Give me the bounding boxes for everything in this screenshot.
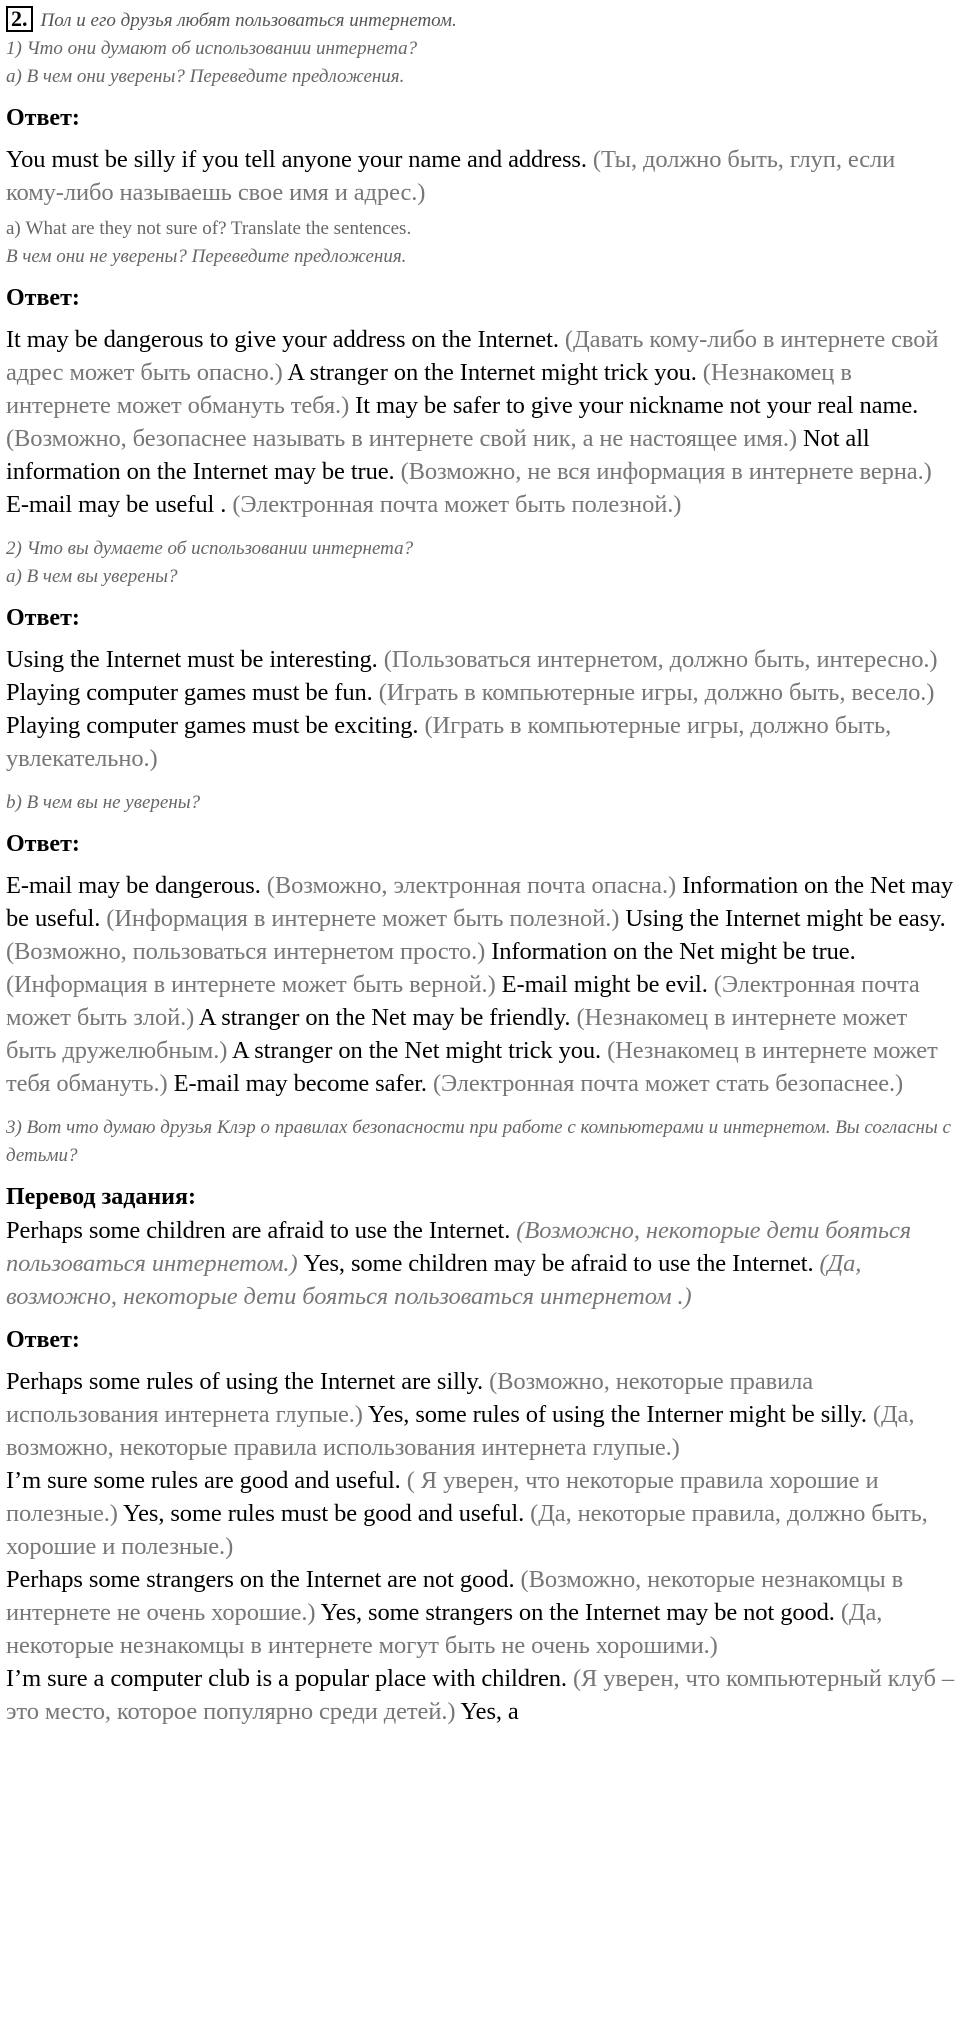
sentence-en: I’m sure a computer club is a popular place with children. <box>6 1665 573 1692</box>
sentence-ru: (Информация в интернете может быть верной.) <box>6 971 502 998</box>
translation-paragraph <box>6 1214 956 1313</box>
sentence-ru: (Возможно, электронная почта опасна.) <box>266 872 683 899</box>
answer-heading-3: Ответ: <box>6 605 80 631</box>
sentence-en: Yes, some strangers on the Internet may be not good. <box>320 1599 841 1626</box>
sentence-ru: (Незнакомец в интернете может быть дружелюбным.) <box>6 1004 908 1064</box>
answer-heading-1: Ответ: <box>6 105 80 131</box>
sentence-ru: (Возможно, некоторые незнакомцы в интернете не очень хорошие.) <box>6 1566 904 1626</box>
sentence-ru: (Да, некоторые правила, должно быть, хорошие и полезные.) <box>6 1500 928 1560</box>
answer-paragraph-5a <box>6 1365 956 1464</box>
question-2b: b) В чем вы не уверены? <box>6 792 201 813</box>
sentence-en: Information on the Net may be useful. <box>6 872 953 932</box>
sentence-en: Playing computer games must be fun. <box>6 679 379 706</box>
sentence-en: A stranger on the Net might trick you. <box>231 1037 608 1064</box>
question-3: 3) Вот что думаю друзья Клэр о правилах безопасности при работе с компьютерами и интернетом. Вы согласны с детьми? <box>6 1117 951 1166</box>
sentence-ru: (Да, некоторые незнакомцы в интернете могут быть не очень хорошими.) <box>6 1599 883 1659</box>
answer-paragraph-1 <box>6 143 956 209</box>
sentence-ru: (Давать кому-либо в интернете свой адрес может быть опасно.) <box>6 326 939 386</box>
sentence-ru: (Возможно, некоторые правила использования интернета глупые.) <box>6 1368 813 1428</box>
answer-paragraph-5b <box>6 1464 956 1563</box>
sentence-en: It may be safer to give your nickname not your real name. <box>355 392 919 419</box>
sentence-ru: (Возможно, не вся информация в интернете верна.) <box>400 458 932 485</box>
question-1b-ru: В чем они не уверены? Переведите предложения. <box>6 246 407 267</box>
sentence-ru: (Да, возможно, некоторые правила использования интернета глупые.) <box>6 1401 915 1461</box>
sentence-en: Yes, some rules must be good and useful. <box>122 1500 531 1527</box>
sentence-ru: (Пользоваться интернетом, должно быть, интересно.) <box>383 646 938 673</box>
sentence-en: Perhaps some rules of using the Internet are silly. <box>6 1368 490 1395</box>
sentence-ru: (Незнакомец в интернете может обмануть тебя.) <box>6 359 852 419</box>
answer-paragraph-3 <box>6 643 956 775</box>
answer-paragraph-2 <box>6 323 956 521</box>
sentence-en: E-mail may be dangerous. <box>6 872 267 899</box>
sentence-en: Using the Internet must be interesting. <box>6 646 384 673</box>
sentence-en: Yes, some rules of using the Interner might be silly. <box>367 1401 873 1428</box>
sentence-en: Perhaps some children are afraid to use the Internet. <box>6 1217 517 1244</box>
sentence-ru: (Электронная почта может стать безопаснее.) <box>432 1070 904 1097</box>
answer-paragraph-5c <box>6 1563 956 1662</box>
sentence-en: It may be dangerous to give your address on the Internet. <box>6 326 565 353</box>
sentence-ru: (Возможно, пользоваться интернетом просто.) <box>6 938 492 965</box>
sentence-ru: (Играть в компьютерные игры, должно быть, весело.) <box>378 679 935 706</box>
task-title-text: Пол и его друзья любят пользоваться интернетом. <box>40 10 457 31</box>
sentence-en: Using the Internet might be easy. <box>625 905 946 932</box>
sentence-en: I’m sure some rules are good and useful. <box>6 1467 407 1494</box>
answer-heading-4: Ответ: <box>6 831 80 857</box>
sentence-en: Information on the Net might be true. <box>491 938 856 965</box>
sentence-en: E-mail may be useful . <box>6 491 233 518</box>
answer-heading-5: Ответ: <box>6 1327 80 1353</box>
sentence-ru: (Возможно, некоторые дети бояться пользоваться интернетом.) <box>6 1217 912 1277</box>
sentence-ru: (Я уверен, что компьютерный клуб – это место, которое популярно среди детей.) <box>6 1665 955 1725</box>
sentence-ru: (Да, возможно, некоторые дети бояться пользоваться интернетом .) <box>6 1250 862 1310</box>
sentence-ru: (Информация в интернете может быть полезной.) <box>106 905 626 932</box>
answer-paragraph-5d <box>6 1662 956 1728</box>
sentence-en: You must be silly if you tell anyone your name and address. <box>6 146 593 173</box>
sentence-ru: (Незнакомец в интернете может тебя обмануть.) <box>6 1037 938 1097</box>
question-1b-en: а) What are they not sure of? Translate the sentences. <box>6 218 412 239</box>
sentence-en: A stranger on the Internet might trick you. <box>287 359 703 386</box>
question-2: 2) Что вы думаете об использовании интернета? <box>6 538 414 559</box>
task-number: 2. <box>6 6 33 32</box>
answer-paragraph-4 <box>6 869 956 1100</box>
sentence-en: Playing computer games must be exciting. <box>6 712 425 739</box>
translation-heading: Перевод задания: <box>6 1184 196 1210</box>
sentence-ru: ( Я уверен, что некоторые правила хорошие и полезные.) <box>6 1467 879 1527</box>
sentence-ru: (Играть в компьютерные игры, должно быть, увлекательно.) <box>6 712 892 772</box>
sentence-en: A stranger on the Net may be friendly. <box>198 1004 577 1031</box>
question-1a: а) В чем они уверены? Переведите предложения. <box>6 66 405 87</box>
sentence-ru: (Электронная почта может быть полезной.) <box>232 491 682 518</box>
sentence-en: Not all information on the Internet may be true. <box>6 425 870 485</box>
sentence-en: Yes, a <box>460 1698 519 1725</box>
task-title <box>6 6 956 35</box>
question-2a: а) В чем вы уверены? <box>6 566 178 587</box>
sentence-en: Perhaps some strangers on the Internet are not good. <box>6 1566 521 1593</box>
sentence-ru: (Возможно, безопаснее называть в интернете свой ник, а не настоящее имя.) <box>6 425 803 452</box>
question-1: 1) Что они думают об использовании интернета? <box>6 38 418 59</box>
sentence-en: Yes, some children may be afraid to use the Internet. <box>303 1250 820 1277</box>
sentence-ru: (Ты, должно быть, глуп, если кому-либо называешь свое имя и адрес.) <box>6 146 896 206</box>
sentence-en: E-mail may become safer. <box>173 1070 433 1097</box>
sentence-en: E-mail might be evil. <box>501 971 714 998</box>
sentence-ru: (Электронная почта может быть злой.) <box>6 971 920 1031</box>
answer-heading-2: Ответ: <box>6 285 80 311</box>
